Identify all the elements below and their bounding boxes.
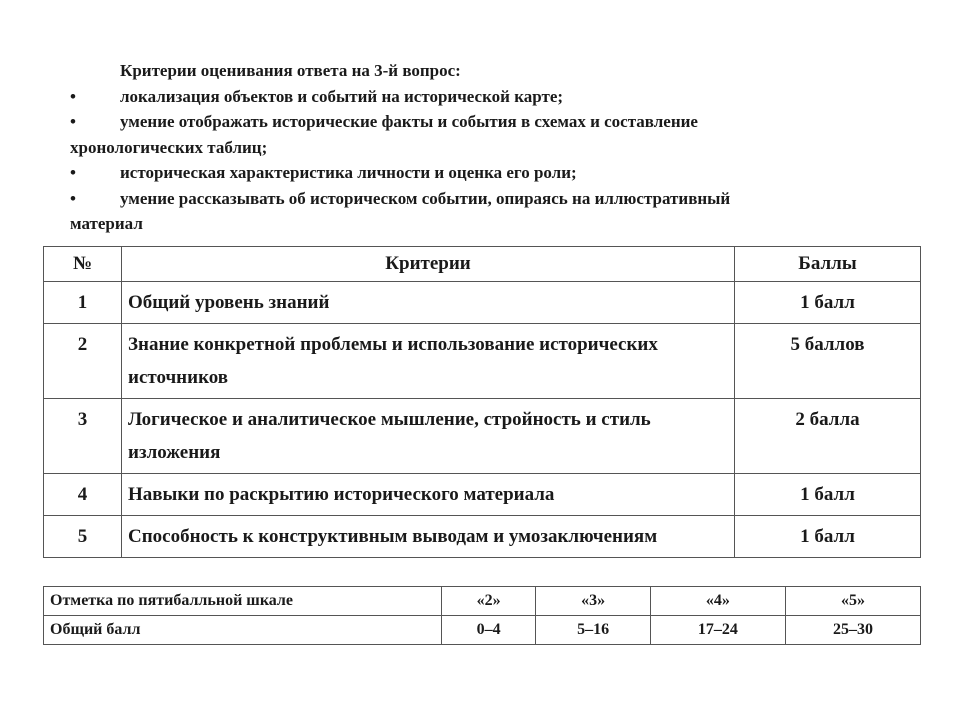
score-row-label: Общий балл bbox=[44, 616, 442, 645]
score-range: 17–24 bbox=[650, 616, 785, 645]
grade-value: «2» bbox=[442, 587, 536, 616]
intro-title: Критерии оценивания ответа на 3-й вопрос: bbox=[120, 61, 461, 80]
grade-row-label: Отметка по пятибалльной шкале bbox=[44, 587, 442, 616]
bullet-icon: • bbox=[70, 163, 76, 182]
bullet-text: умение отображать исторические факты и события в схемах и составление bbox=[120, 112, 698, 131]
bullet-text: историческая характеристика личности и оценка его роли; bbox=[120, 163, 577, 182]
bullet-icon: • bbox=[70, 86, 76, 106]
table-row bbox=[44, 399, 921, 474]
row-points: 1 балл bbox=[735, 516, 921, 558]
intro-bullet-item bbox=[70, 109, 910, 135]
row-number: 4 bbox=[44, 474, 122, 516]
header-number: № bbox=[44, 247, 122, 282]
row-number: 1 bbox=[44, 282, 122, 324]
bullet-text-continuation: хронологических таблиц; bbox=[70, 137, 268, 157]
grade-value: «3» bbox=[536, 587, 651, 616]
bullet-text: локализация объектов и событий на исторической карте; bbox=[120, 86, 564, 106]
criteria-table bbox=[43, 246, 921, 558]
grade-row bbox=[44, 587, 921, 616]
row-number: 2 bbox=[44, 324, 122, 399]
score-range: 25–30 bbox=[785, 616, 920, 645]
bullet-icon: • bbox=[70, 188, 76, 208]
row-points: 5 баллов bbox=[735, 324, 921, 399]
row-number: 5 bbox=[44, 516, 122, 558]
table-row bbox=[44, 474, 921, 516]
bullet-icon: • bbox=[70, 112, 76, 131]
row-criterion: Навыки по раскрытию исторического материала bbox=[122, 474, 735, 516]
row-points: 2 балла bbox=[735, 399, 921, 474]
intro-bullet-item bbox=[70, 84, 910, 110]
row-criterion: Общий уровень знаний bbox=[122, 282, 735, 324]
row-criterion: Логическое и аналитическое мышление, стройность и стиль изложения bbox=[122, 399, 735, 474]
intro-bullet-item bbox=[70, 186, 910, 212]
criteria-intro bbox=[70, 58, 910, 237]
score-range: 5–16 bbox=[536, 616, 651, 645]
intro-bullet-item bbox=[70, 160, 910, 186]
bullet-text-continuation: материал bbox=[70, 214, 143, 233]
bullet-text: умение рассказывать об историческом событии, опираясь на иллюстративный bbox=[120, 188, 731, 208]
row-number: 3 bbox=[44, 399, 122, 474]
header-criteria: Критерии bbox=[122, 247, 735, 282]
row-points: 1 балл bbox=[735, 474, 921, 516]
grade-scale-table bbox=[43, 586, 921, 645]
score-row bbox=[44, 616, 921, 645]
row-criterion: Способность к конструктивным выводам и умозаключениям bbox=[122, 516, 735, 558]
score-range: 0–4 bbox=[442, 616, 536, 645]
grade-value: «5» bbox=[785, 587, 920, 616]
criteria-header-row bbox=[44, 247, 921, 282]
table-row bbox=[44, 516, 921, 558]
header-points: Баллы bbox=[735, 247, 921, 282]
table-row bbox=[44, 282, 921, 324]
table-row bbox=[44, 324, 921, 399]
row-points: 1 балл bbox=[735, 282, 921, 324]
grade-value: «4» bbox=[650, 587, 785, 616]
row-criterion: Знание конкретной проблемы и использование исторических источников bbox=[122, 324, 735, 399]
